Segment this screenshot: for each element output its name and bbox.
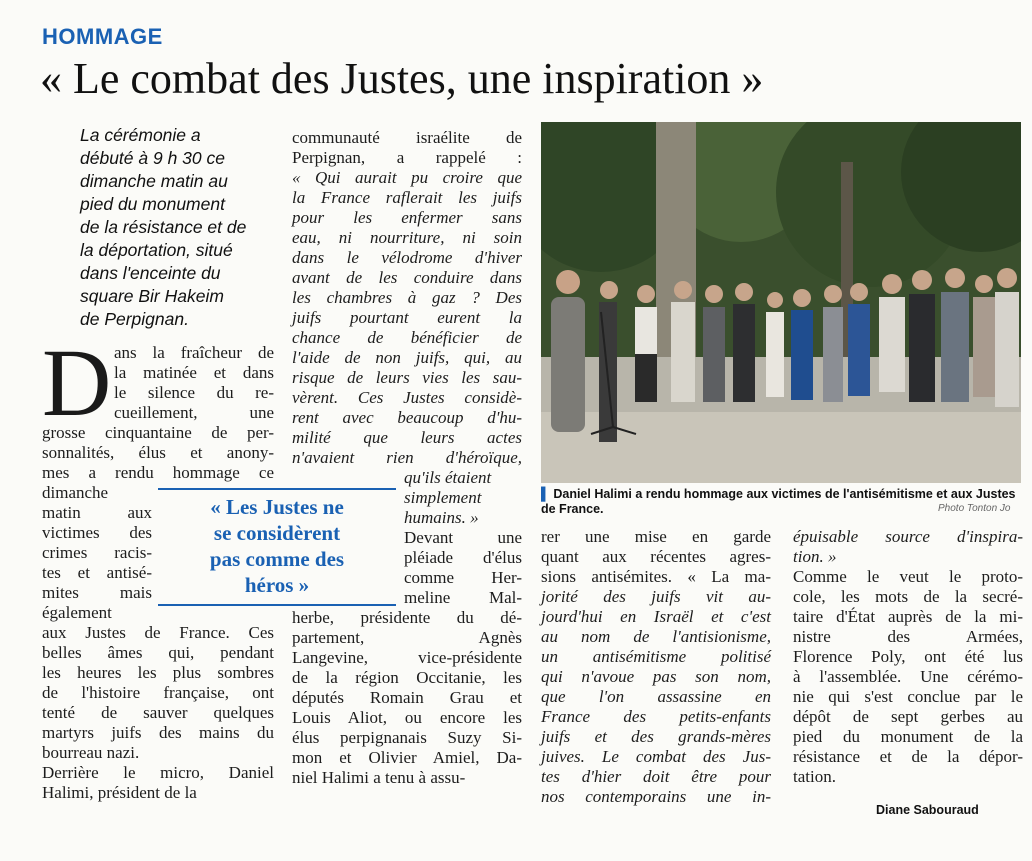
pull-quote-line: héros » [244, 573, 310, 597]
drop-cap: D [42, 329, 112, 436]
pull-quote [158, 488, 396, 606]
lead-line: dans l'enceinte du [80, 263, 221, 283]
column-2-line: pour les enfermer sans [292, 208, 522, 227]
pull-quote-bottom-rule [158, 604, 396, 606]
column-1-line: Derrière le micro, Daniel [42, 763, 274, 782]
lead-line: de la résistance et de [80, 217, 247, 237]
column-3-line: au nom de l'antisionisme, [541, 627, 771, 646]
column-1-line: martyrs juifs des mains du [42, 723, 274, 742]
column-3-line: rer une mise en garde [541, 527, 771, 546]
column-1-line: mites mais [42, 583, 152, 602]
column-4-line: tation. [793, 767, 836, 786]
column-3-line: que l'on assassine en [541, 687, 771, 706]
column-3-line: jorité des juifs vit au- [541, 587, 771, 606]
column-3-line: France des petits-enfants [541, 707, 771, 726]
pull-quote-line: « Les Justes ne [210, 495, 344, 519]
lead-line: square Bir Hakeim [80, 286, 224, 306]
column-1-line: dimanche [42, 483, 109, 502]
column-2-line: avant de les conduire dans [292, 268, 522, 287]
lead-line: La cérémonie a [80, 125, 201, 145]
column-4-line: Comme le veut le proto- [793, 567, 1023, 586]
column-2-line: chance de bénéficier de [292, 328, 522, 347]
column-3-line: juives. Le combat des Jus- [541, 747, 771, 766]
column-1-line: les heures les plus sombres [42, 663, 274, 682]
pull-quote-line: se considèrent [213, 521, 341, 545]
pull-quote-line: pas comme des [209, 547, 345, 571]
article-headline: « Le combat des Justes, une inspiration » [40, 54, 764, 103]
column-3-line: jourd'hui en Israël et c'est [541, 607, 771, 626]
column-1-line: aux Justes de France. Ces [42, 623, 274, 642]
column-1-line: également [42, 603, 112, 622]
column-2-line: eau, ni nourriture, ni soin [292, 228, 522, 247]
column-2-line: comme Her- [404, 568, 522, 587]
column-1-line: crimes racis- [42, 543, 152, 562]
column-4-line: Florence Poly, ont été lus [793, 647, 1023, 666]
lead-line: pied du monument [80, 194, 225, 214]
column-2-line: rent avec beaucoup d'hu- [292, 408, 522, 427]
column-2-line: communauté israélite de [292, 128, 522, 147]
column-1-line: tenté de sauver quelques [42, 703, 274, 722]
column-1-line: mes a rendu hommage ce [42, 463, 274, 482]
column-4-line: nistre des Armées, [793, 627, 1023, 646]
column-2-line: partement, Agnès [292, 628, 522, 647]
column-2-line: humains. » [404, 508, 479, 527]
column-3-line: juifs et des grands-mères [541, 727, 771, 746]
lead-line: dimanche matin au [80, 171, 228, 191]
column-2-line: « Qui aurait pu croire que [292, 168, 522, 187]
column-4-line: nie qui s'est conclue par le [793, 687, 1023, 706]
ceremony-photo-illustration [541, 122, 1021, 483]
column-2-line: meline Mal- [404, 588, 522, 607]
column-1-line: matin aux [42, 503, 152, 522]
lead-line: débuté à 9 h 30 ce [80, 148, 225, 168]
column-1-line: ans la fraîcheur de [114, 343, 274, 362]
byline: Diane Sabouraud [876, 803, 979, 817]
column-4-line: pied du monument de la [793, 727, 1023, 746]
section-kicker: HOMMAGE [42, 24, 163, 49]
column-2-line: n'avaient rien d'héroïque, [292, 448, 522, 467]
column-2-line: Louis Aliot, ou encore les [292, 708, 522, 727]
column-2-line: députés Romain Grau et [292, 688, 522, 707]
caption-marker: ▌ [541, 487, 550, 501]
column-2-line: les chambres à gaz ? Des [292, 288, 522, 307]
column-2-line: risque de leurs vies les sau- [292, 368, 522, 387]
column-2-line: herbe, présidente du dé- [292, 608, 522, 627]
column-2-line: la France raflerait les juifs [292, 188, 522, 207]
pull-quote-text [158, 494, 396, 598]
lead-line: de Perpignan. [80, 309, 189, 329]
column-4-line: résistance et de la dépor- [793, 747, 1023, 766]
column-1-line: le silence du re- [114, 383, 274, 402]
column-3-line: quant aux récentes agres- [541, 547, 771, 566]
column-4-line: à l'assemblée. Une cérémo- [793, 667, 1023, 686]
column-4 [793, 527, 1023, 787]
column-1-line: belles âmes qui, pendant [42, 643, 274, 662]
column-3 [541, 527, 771, 807]
column-3-line: un antisémitisme politisé [541, 647, 771, 666]
column-2-line: milité que leurs actes [292, 428, 522, 447]
column-2-line: dans le vélodrome d'hiver [292, 248, 522, 267]
column-3-line: qui n'avoue pas son nom, [541, 667, 771, 686]
column-1-line: tes et antisé- [42, 563, 152, 582]
column-2-line: pléiade d'élus [404, 548, 522, 567]
column-2-line: mon et Olivier Amiel, Da- [292, 748, 522, 767]
column-2-line: simplement [404, 488, 482, 507]
pull-quote-top-rule [158, 488, 396, 490]
column-2-line: juifs pourtant eurent la [292, 308, 522, 327]
column-1-line: grosse cinquantaine de per- [42, 423, 274, 442]
column-2-line: l'aide de non juifs, qui, au [292, 348, 522, 367]
column-1-line: sonnalités, élus et anony- [42, 443, 274, 462]
column-1-line: bourreau nazi. [42, 743, 140, 762]
column-2-line: vèrent. Ces Justes considè- [292, 388, 522, 407]
column-1-line: victimes des [42, 523, 152, 542]
column-3-line: tes d'hier doit être pour [541, 767, 771, 786]
column-4-line: cole, les mots de la secré- [793, 587, 1023, 606]
column-4-line: tion. » [793, 547, 837, 566]
column-1-line: de l'histoire française, ont [42, 683, 274, 702]
column-2-line: Perpignan, a rappelé : [292, 148, 522, 167]
column-2-line: de la région Occitanie, les [292, 668, 522, 687]
column-4-line: épuisable source d'inspira- [793, 527, 1023, 546]
article-lead [80, 124, 280, 331]
caption-text: Daniel Halimi a rendu hommage aux victimes de l'antisémitisme et aux Justes de France. [541, 487, 1016, 516]
lead-line: la déportation, situé [80, 240, 233, 260]
column-2-line: élus perpignanais Suzy Si- [292, 728, 522, 747]
column-2-line: Devant une [404, 528, 522, 547]
column-4-line: dépôt de sept gerbes au [793, 707, 1023, 726]
ceremony-photo [541, 122, 1021, 483]
column-4-line: taire d'État auprès de la mi- [793, 607, 1023, 626]
column-1-line: Halimi, président de la [42, 783, 197, 802]
photo-credit: Photo Tonton Jo [938, 503, 1011, 514]
column-2-line: Langevine, vice-présidente [292, 648, 522, 667]
column-1-line: cueillement, une [114, 403, 274, 422]
column-3-line: sions antisémites. « La ma- [541, 567, 771, 586]
column-2 [292, 128, 522, 788]
column-1-line: la matinée et dans [114, 363, 274, 382]
column-3-line: nos contemporains une in- [541, 787, 771, 806]
column-2-line: niel Halimi a tenu à assu- [292, 768, 466, 787]
column-2-line: qu'ils étaient [404, 468, 492, 487]
